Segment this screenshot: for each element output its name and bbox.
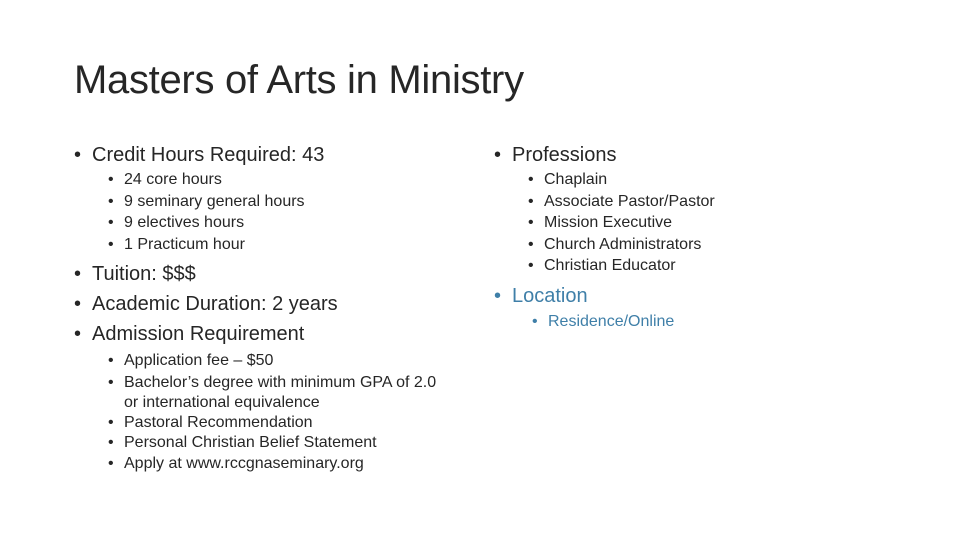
professions-bullet: • Professions: [494, 140, 914, 170]
left-column: [74, 140, 474, 474]
admission-bullet: • Admission Requirement: [74, 319, 474, 349]
list-item: • Personal Christian Belief Statement: [108, 433, 453, 454]
list-item: • Associate Pastor/Pastor: [528, 191, 914, 213]
list-item: • Bachelor’s degree with minimum GPA of 2.0 or international equivalence: [108, 373, 453, 413]
location-bullet: • Location: [494, 281, 914, 311]
slide-title: Masters of Arts in Ministry: [74, 58, 524, 102]
list-item: • 24 core hours: [108, 169, 474, 191]
admission-list: [108, 351, 453, 474]
list-item: • Church Administrators: [528, 234, 914, 256]
list-item: • Mission Executive: [528, 212, 914, 234]
list-item: • Apply at www.rccgnaseminary.org: [108, 454, 453, 475]
list-item: • 9 electives hours: [108, 212, 474, 234]
list-item: • 1 Practicum hour: [108, 234, 474, 256]
list-item: • Chaplain: [528, 169, 914, 191]
professions-list: [528, 169, 914, 277]
list-item: • 9 seminary general hours: [108, 191, 474, 213]
list-item: • Christian Educator: [528, 255, 914, 277]
credit-hours-list: [108, 169, 474, 255]
right-column: [494, 140, 914, 333]
list-item: • Pastoral Recommendation: [108, 413, 453, 434]
duration-bullet: • Academic Duration: 2 years: [74, 289, 474, 319]
list-item: • Residence/Online: [532, 311, 914, 333]
list-item: • Application fee – $50: [108, 351, 453, 372]
credit-hours-bullet: • Credit Hours Required: 43: [74, 140, 474, 170]
location-list: [532, 311, 914, 333]
tuition-bullet: • Tuition: $$$: [74, 259, 474, 289]
